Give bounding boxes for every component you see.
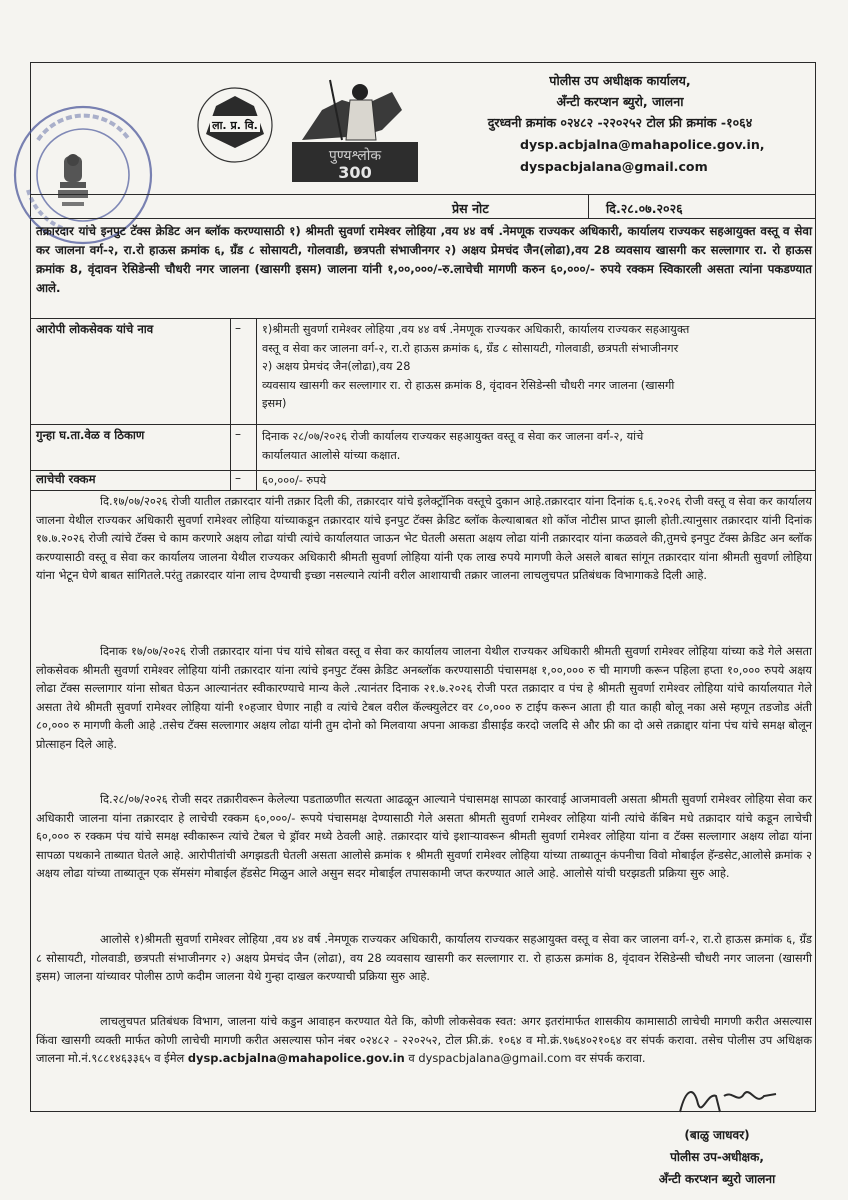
- bribe-amount-label: लाचेची रक्कम: [36, 472, 96, 486]
- header-email-2[interactable]: dyspacbjalana@gmail.com: [520, 159, 708, 174]
- table-dash: –: [235, 471, 241, 485]
- accused-details: [262, 321, 810, 414]
- offence-place-details: [262, 428, 810, 465]
- intro-paragraph: तक्रारदार यांचे इनपुट टॅक्स क्रेडिट अन ब्लॉक करण्यासाठी १) श्रीमती सुवर्णा रामेश्वर लोहिया ,वय ४४ वर्ष .नेमणूक राज्यकर अधिकारी, कार्यालय राज्यकर सहआयुक्त वस्तू व सेवा कर जालना वर्ग-२, रा.रो हाऊस क्रमांक ६, ग्रँड ८ सोसायटी, गोलवाडी, छत्रपती संभाजीनगर २) अक्षय प्रेमचंद जैन(लोढा),वय 28 व्यवसाय खासगी कर सल्लागार रा. रो हाऊस क्रमांक 8, वृंदावन रेसिडेन्सी चौधरी नगर जालना (खासगी इसम) जालना यांनी १,००,०००/-रु.लाचेची मागणी करुन ६०,०००/- रुपये रक्कम स्विकारली असता त्यांना पकडण्यात आले.: [36, 224, 812, 295]
- offence-place-label: गुन्हा घ.ता.वेळ व ठिकाण: [36, 428, 145, 442]
- accused-label: आरोपी लोकसेवक यांचे नाव: [36, 322, 154, 336]
- svg-text:ला. प्र. वि.: ला. प्र. वि.: [212, 119, 258, 132]
- svg-text:300: 300: [338, 163, 372, 182]
- trap-paragraph: दि.२८/०७/२०२६ रोजी सदर तक्रारीवरून केलेल्या पडताळणीत सत्यता आढळून आल्याने पंचासमक्ष सापळा कारवाई आजमावली असता श्रीमती सुवर्णा रामेश्वर लोहिया सेवा कर अधिकारी जालना यांना तक्रारदार हे लाचेची रक्कम ६०,०००/- रूपये पंचासमक्ष देण्यासाठी गेले असता श्रीमती सुवर्णा रामेश्वर लोहिया यांनी त्यांचे कॅबिन मधे तक्रादार यांचे कडून लाचेची ६०,००० रु रक्कम पंच यांचे समक्ष स्वीकारून त्यांचे टेबल चे ड्रॉवर मध्ये ठेवली आहे. तक्रारदार यांचे इशाऱ्यावरून श्रीमती सुवर्णा रामेश्वर लोहिया यांना व टॅक्स सल्लागार अक्षय लोढा यांना सापळा पथकाने ताब्यात घेतले आहे. आरोपीतांची अगझडती घेतली असता आलोसे क्रमांक १ श्रीमती सुवर्णा रामेश्वर लोहिया यांच्या ताब्यातून कंपनीचा विवो मोबाईल हॅन्डसेट,आलोसे क्रमांक २ अक्षय लोढा यांच्या ताब्यातून एक सॅमसंग मोबाईल हॅडसेट मिळुन आले असुन सदर मोबाईल तपासकामी जप्त करण्यात आले आहे. आलोसे यांची घरझडती प्रक्रिया सुरु आहे.: [36, 792, 812, 880]
- office-phone-line: दुरध्वनी क्रमांक ०२४८२ -२२०२५२ टोल फ्री क्रमांक -१०६४: [487, 115, 753, 130]
- table-top-border: [30, 318, 816, 319]
- press-note-date: दि.२८.०७.२०२६: [606, 201, 683, 216]
- offence-line: कार्यालयात आलोसे यांच्या कक्षात.: [262, 448, 401, 462]
- complaint-paragraph: दि.१७/०७/२०२६ रोजी यातील तक्रारदार यांनी तक्रार दिली की, तक्रारदार यांचे इलेक्ट्रॉनिक वस्तूचे दुकान आहे.तक्रारदार यांना दिनांक ६.६.२०२६ रोजी वस्तू व सेवा कर कार्यालय जालना येथील राज्यकर अधिकारी सुवर्णा रामेश्वर लोहिया यांच्याकडून तक्रारदार यांचे इनपुट टॅक्स क्रेडिट ब्लॉक केल्याबाबत शो कॉज नोटीस प्राप्त झाली होती.त्यानुसार तक्रारदार यांनी दिनांक १७.७.२०२६ रोजी त्यांचे टॅक्स चे काम करणारे अक्षय लोढा यांची त्यांचे कार्यालयात जाऊन भेट घेतली असता अक्षय लोढा यांनी तक्रारदार यांना कळवले की,तुमचे इनपुट टॅक्स क्रेडिट अन ब्लॉक करण्यासाठी वस्तू व सेवा कर कार्यालय जालना येथील राज्यकर अधिकारी श्रीमती सुवर्णा लोहिया यांनी एक लाख रुपये मागणी केले असले बाबत सांगून तक्रारदार यांना श्रीमती सुवर्णा लोहिया यांना भेटून घेणे बाबत सांगितले.परंतु तक्रारदार यांना लाच देण्याची इच्छा नसल्याने त्यांनी वरील आशायाची तक्रार जालना लाचलुचपत प्रतिबंधक विभागाकडे दिली आहे.: [36, 494, 812, 582]
- divider: [588, 194, 589, 218]
- handwritten-signature: [672, 1082, 782, 1122]
- appeal-email-1[interactable]: dysp.acbjalna@mahapolice.gov.in: [187, 1051, 405, 1065]
- signatory-name: (बाळु जाधवर): [684, 1128, 750, 1142]
- table-dash: –: [235, 427, 241, 441]
- office-title: पोलीस उप अधीक्षक कार्यालय,: [549, 73, 691, 88]
- punyashlok-banner-image: [282, 70, 428, 198]
- divider: [30, 218, 816, 219]
- office-subtitle: अँन्टी करप्शन ब्युरो, जालना: [556, 94, 684, 109]
- signature-block: [612, 1124, 822, 1190]
- table-column-divider: [230, 318, 231, 490]
- state-emblem-icon: [52, 150, 94, 212]
- appeal-text: लाचलुचपत प्रतिबंधक विभाग, जालना यांचे कडुन आवाहन करण्यात येते कि, कोणी लोकसेवक स्वत: अगर इतरांमार्फत शासकीय कामासाठी लाचेची मागणी करीत असल्यास किंवा खासगी व्यक्ती मार्फत कोणी लाचेची मागणी करीत असल्यास फोन नंबर ०२४८२ - २२०२५२, टोल फ्री.क्रं. १०६४ व मो.क्रं.९७६४०२१०६४ वर संपर्क करावा. तसेच पोलीस उप अधिक्षक जालना मो.नं.९८८१४६३३६५ व ईमेल: [36, 1014, 812, 1065]
- header-emails: [520, 134, 765, 178]
- svg-text:पुण्यश्लोक: पुण्यश्लोक: [328, 148, 382, 164]
- case-registration-paragraph: आलोसे १)श्रीमती सुवर्णा रामेश्वर लोहिया ,वय ४४ वर्ष .नेमणूक राज्यकर अधिकारी, कार्यालय राज्यकर सहआयुक्त वस्तू व सेवा कर जालना वर्ग-२, रा.रो हाऊस क्रमांक ६, ग्रँड ८ सोसायटी, गोलवाडी, छत्रपती संभाजीनगर २) अक्षय प्रेमचंद जैन (लोढा), वय 28 व्यवसाय खासगी कर सल्लागार रा. रो हाऊस क्रमांक 8, वृंदावन रेसिडेन्सी चौधरी नगर जालना (खासगी इसम) जालना यांच्यावर पोलीस ठाणे कदीम जालना येथे गुन्हा दाखल करण्याची प्रक्रिया सुरु आहे.: [36, 932, 812, 983]
- acb-logo-icon: [196, 86, 274, 164]
- appeal-text-connector: व: [404, 1051, 419, 1065]
- appeal-text-end: वर संपर्क करावा.: [571, 1051, 646, 1065]
- table-bottom-border: [30, 490, 816, 491]
- press-note-label: प्रेस नोट: [452, 201, 489, 216]
- bribe-amount-value: ६०,०००/- रुपये: [262, 474, 327, 487]
- appeal-email-2[interactable]: dyspacbjalana@gmail.com: [418, 1051, 572, 1065]
- table-column-divider: [256, 318, 257, 490]
- table-row-border: [30, 470, 816, 471]
- header-email-1[interactable]: dysp.acbjalna@mahapolice.gov.in,: [520, 137, 765, 152]
- divider: [30, 194, 816, 195]
- table-dash: –: [235, 321, 241, 335]
- accused-line: इसम): [262, 397, 287, 410]
- accused-line: व्यवसाय खासगी कर सल्लागार रा. रो हाऊस क्रमांक 8, वृंदावन रेसिडेन्सी चौधरी नगर जालना (खासगी: [262, 378, 675, 392]
- accused-line: १)श्रीमती सुवर्णा रामेश्वर लोहिया ,वय ४४ वर्ष .नेमणूक राज्यकर अधिकारी, कार्यालय राज्यकर सहआयुक्त: [262, 323, 690, 336]
- table-row-border: [30, 424, 816, 425]
- accused-line: वस्तू व सेवा कर जालना वर्ग-२, रा.रो हाऊस क्रमांक ६, ग्रँड ८ सोसायटी, गोलवाडी, छत्रपती संभाजीनगर: [262, 341, 679, 355]
- appeal-paragraph: [36, 1012, 812, 1068]
- office-header: [440, 70, 800, 133]
- signatory-designation: पोलीस उप-अधीक्षक,: [670, 1150, 764, 1164]
- offence-line: दिनाक २८/०७/२०२६ रोजी कार्यालय राज्यकर सहआयुक्त वस्तू व सेवा कर जालना वर्ग-२, यांचे: [262, 430, 644, 443]
- accused-line: २) अक्षय प्रेमचंद जैन(लोढा),वय 28: [262, 360, 411, 373]
- signatory-office: अँन्टी करप्शन ब्युरो जालना: [658, 1172, 776, 1186]
- verification-paragraph: दिनाक १७/०७/२०२६ रोजी तक्रारदार यांना पंच यांचे सोबत वस्तू व सेवा कर कार्यालय जालना येथील राज्यकर अधिकारी श्रीमती सुवर्णा रामेश्वर लोहिया यांच्या कडे गेले असता लोकसेवक श्रीमती सुवर्णा रामेश्वर लोहिया यांनी तक्रारदार यांना त्यांचे इनपुट टॅक्स क्रेडिट अनब्लॉक करण्यासाठी पंचासमक्ष १,००,००० रु ची मागणी करून पहिला हप्ता १०,००० रुपये अक्षय लोढा टॅक्स सल्लागार यांना सोबत घेऊन आल्यानंतर स्वीकारण्याचे मान्य केले .त्यानंतर दिनाक २१.७.२०२६ रोजी परत तक्रादार व पंच हे श्रीमती सुवर्णा रामेश्वर लोहिया यांचे कार्यालयात गेले असता तेथे श्रीमती सुवर्णा रामेश्वर लोहिया यांनी १०हजार घेणार नाही व त्यांचे टेबल वरील कॅल्क्युलेटर वर ८०,००० रु टाईप करून आता ही यात काही बोलू नका असे म्हणून तडजोड अंती ८०,००० रु मागणी केली आहे .तसेच टॅक्स सल्लागार अक्षय लोढा यांनी तुम दोनो को मिलवाया अपना आकडा डीसाईड करदो जलदि से और फ्री का दो असे तक्राद्दार यांना पंच यांचे समक्ष बोलून प्रोत्साहन दिले आहे.: [36, 644, 812, 751]
